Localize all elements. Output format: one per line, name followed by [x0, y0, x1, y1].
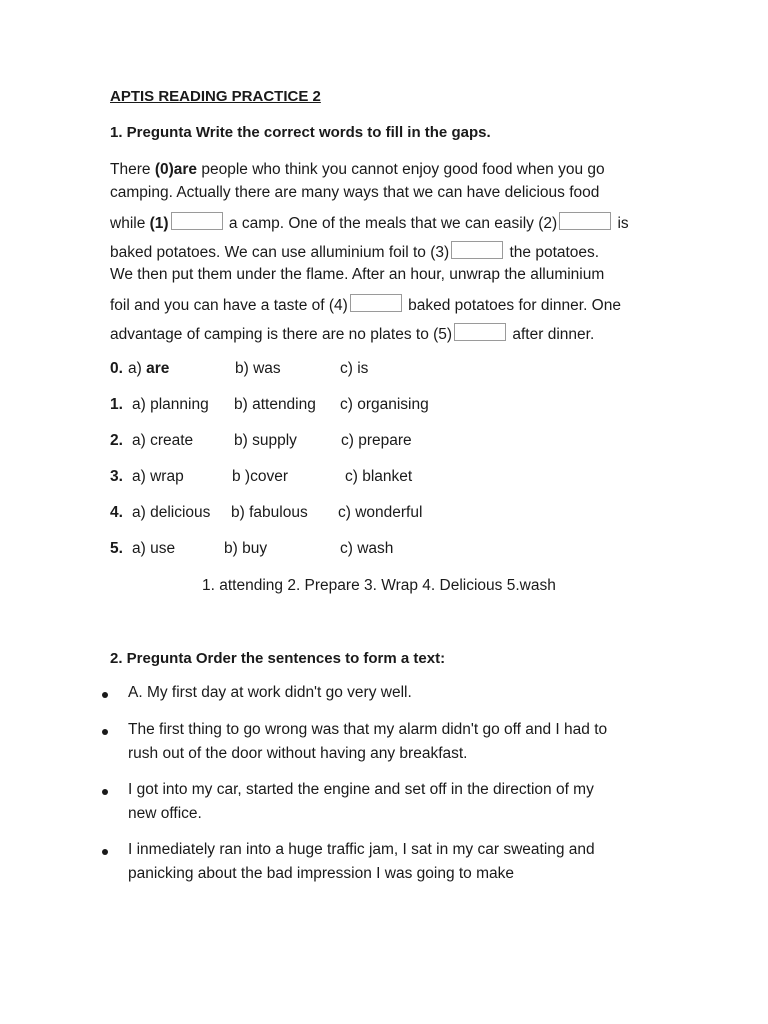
- question-2-heading: 2. Pregunta Order the sentences to form a text:: [110, 650, 446, 667]
- list-item-continuation: new office.: [128, 805, 202, 822]
- gap-3-input[interactable]: [451, 241, 503, 259]
- text: camping. Actually there are many ways that we can have delicious food: [110, 184, 600, 201]
- list-item: I got into my car, started the engine and set off in the direction of my: [128, 781, 594, 798]
- option-b: b) buy: [224, 540, 268, 557]
- text: after dinner.: [508, 326, 595, 343]
- text: We then put them under the flame. After an hour, unwrap the alluminium: [110, 266, 605, 283]
- option-b: b) attending: [234, 396, 316, 413]
- option-c: c) wonderful: [338, 504, 423, 521]
- option-number: 0.: [110, 360, 123, 377]
- text: the potatoes.: [505, 244, 600, 261]
- option-c: c) wash: [340, 540, 394, 557]
- option-number: 2.: [110, 432, 123, 449]
- list-item-continuation: panicking about the bad impression I was going to make: [128, 865, 515, 882]
- option-a: a) delicious: [132, 504, 211, 521]
- text: baked potatoes for dinner. One: [403, 297, 621, 314]
- answer-key: 1. attending 2. Prepare 3. Wrap 4. Delicious 5.wash: [202, 577, 556, 594]
- gap-1-input[interactable]: [171, 212, 223, 230]
- option-b: b) was: [235, 360, 281, 377]
- paragraph-line-1: [110, 160, 605, 180]
- paragraph-line-2: [110, 183, 599, 203]
- option-a-text: are: [146, 360, 170, 377]
- question-1-heading: 1. Pregunta Write the correct words to fill in the gaps.: [110, 124, 491, 141]
- paragraph-line-4: [110, 241, 599, 263]
- bullet-icon: [102, 729, 108, 735]
- list-item: A. My first day at work didn't go very well.: [128, 684, 412, 701]
- option-c: c) prepare: [341, 432, 412, 449]
- option-a-prefix: a): [128, 360, 147, 377]
- text: a camp. One of the meals that we can easily (2): [224, 215, 558, 232]
- gap-number: (1): [149, 215, 169, 232]
- paragraph-line-6: [110, 294, 621, 316]
- document-title: APTIS READING PRACTICE 2: [110, 88, 321, 105]
- option-a: a) planning: [132, 396, 209, 413]
- option-number: 3.: [110, 468, 123, 485]
- option-a: [128, 360, 169, 378]
- option-c: c) blanket: [345, 468, 413, 485]
- option-a: a) create: [132, 432, 194, 449]
- text: advantage of camping is there are no plates to (5): [110, 326, 453, 343]
- example-answer: (0)are: [154, 161, 198, 178]
- list-item: The first thing to go wrong was that my alarm didn't go off and I had to: [128, 721, 608, 738]
- text: people who think you cannot enjoy good food when you go: [197, 161, 605, 178]
- option-b: b )cover: [232, 468, 288, 485]
- option-number: 1.: [110, 396, 123, 413]
- option-number: 5.: [110, 540, 123, 557]
- option-c: c) is: [340, 360, 369, 377]
- paragraph-line-7: [110, 323, 594, 345]
- option-a: a) use: [132, 540, 176, 557]
- paragraph-line-5: [110, 265, 604, 285]
- option-number: 4.: [110, 504, 123, 521]
- bullet-icon: [102, 789, 108, 795]
- bullet-icon: [102, 849, 108, 855]
- option-b: b) supply: [234, 432, 297, 449]
- gap-5-input[interactable]: [454, 323, 506, 341]
- option-a: a) wrap: [132, 468, 184, 485]
- text: is: [613, 215, 629, 232]
- gap-2-input[interactable]: [559, 212, 611, 230]
- list-item: I inmediately ran into a huge traffic jam, I sat in my car sweating and: [128, 841, 595, 858]
- list-item-continuation: rush out of the door without having any breakfast.: [128, 745, 468, 762]
- text: foil and you can have a taste of (4): [110, 297, 348, 314]
- paragraph-line-3: [110, 212, 629, 234]
- text: There: [110, 161, 155, 178]
- gap-4-input[interactable]: [350, 294, 402, 312]
- option-b: b) fabulous: [231, 504, 308, 521]
- text: while: [110, 215, 150, 232]
- text: baked potatoes. We can use alluminium foil to (3): [110, 244, 450, 261]
- bullet-icon: [102, 692, 108, 698]
- option-c: c) organising: [340, 396, 429, 413]
